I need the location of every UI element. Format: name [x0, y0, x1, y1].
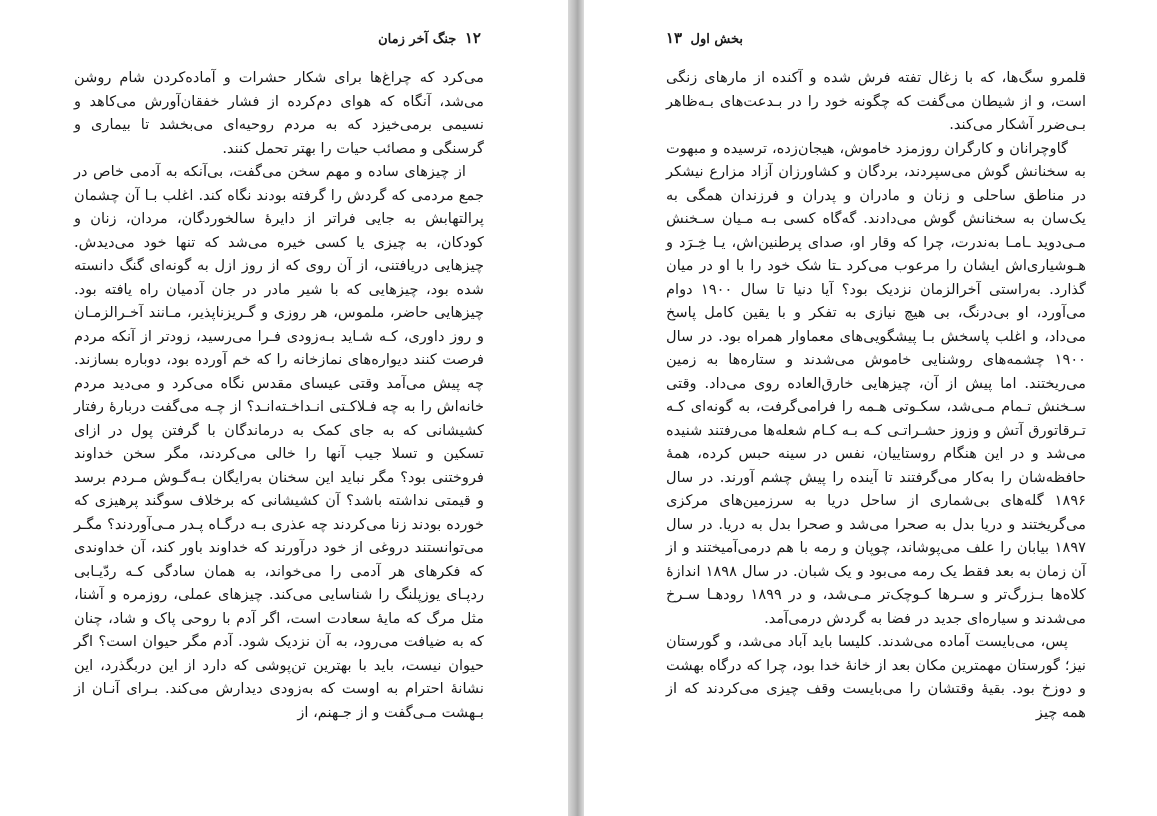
right-paragraph-1: قلمرو سگ‌ها، که با زغال تفته فرش شده و آکنده از مارهای زنگی است، و از شیطان می‌گفت که چگونه خود را در بـدعت‌های بـه‌ظاهر بـی‌ضرر آشکار می‌کند. [666, 69, 1086, 133]
left-paragraph-2: از چیزهای ساده و مهم سخن می‌گفت، بی‌آنکه به آدمی خاص در جمع مردمی که گردش را گرفته بودند نگاه کند. اغلب بـا آن چشمان پرالتهابش به جایی فراتر از دایرهٔ سالخوردگان، مردان، زنان و کودکان، به چیزی یا کسی خیره می‌شد که تنها خود می‌دیدش. چیزهایی دریافتنی، از آن روی که از روز ازل به گونه‌ای گنگ دانسته شده بود، چیزهایی که با شیر مادر در جان آدمیان راه یافته بود. چیزهایی حاضر، ملموس، هر روزی و گـریزناپذیر، مـانند آخـرالزمـان و روز داوری، کـه شـاید بـه‌زودی فـرا می‌رسید، زودتر از آنکه مردم فرصت کنند دیواره‌های نمازخانه را که خم آورده بود، دوباره بسازند. چه پیش می‌آمد وقتی عیسای مقدس نگاه می‌کرد و می‌دید مردم خانه‌اش را به چه فـلاکـتی انـداخـته‌انـد؟ از چـه می‌گفت دربارهٔ رفتار کشیشانی که به جای کمک به درماندگان با گرفتن پول در ازای تسکین و تسلا جیب آنها را خالی می‌کردند، مگر سخن خداوند فروختنی بود؟ مگر نباید این سخنان به‌رایگان بـه‌گـوش مـردم برسد و قیمتی نداشته باشد؟ آن کشیشانی که برخلاف سوگند پرهیزی که خورده بودند زنا می‌کردند چه عذری بـه درگـاه پـدر مـی‌آوردند؟ مگـر می‌توانستند دروغی از خود درآورند که خداوند باور کند، آن خداوندی که فکرهای هر آدمی را می‌خواند، به همان سادگی کـه ردّیـابی ردپـای یوزپلنگ را شناسایی می‌کند. چیزهای عملی، روزمره و آشنا، مثل مرگ که مایهٔ سعادت است، اگر آدم با روحی پاک و شاد، چنان که به ضیافت می‌رود، به آن نزدیک شود. آدم مگر حیوان است؟ اگر حیوان نیست، باید با بهترین تن‌پوشی که دارد از این دربگذرد، این نشانهٔ احترام به اوست که به‌زودی دیدارش می‌کند. بـرای آنـان از بـهشت مـی‌گفت و از جـهنم، از [74, 163, 484, 721]
right-page-number: ۱۳ [665, 29, 683, 47]
right-paragraph-3: پس، می‌بایست آماده می‌شدند. کلیسا باید آباد می‌شد، و گورستان نیز؛ گورستان مهمترین مکان بعد از خانهٔ خدا بود، چرا که درگاه بهشت و دوزخ بود. بقیهٔ وقتشان را می‌بایست وقف چیزی می‌کردند که از همه چیز [666, 633, 1086, 721]
right-page [584, 0, 1157, 816]
right-running-title: بخش اول [690, 32, 743, 47]
left-paragraph-1: می‌کرد که چراغ‌ها برای شکار حشرات و آماده‌کردن شام روشن می‌شد، آنگاه که هوای دم‌کرده از فشار خفقان‌آورش می‌کاهد و نسیمی برمی‌خیزد که به مردم روحیه‌ای می‌بخشد تا بیماری و گرسنگی و مصائب حیات را بهتر تحمل کنند. [74, 69, 484, 157]
left-running-title: جنگ آخر زمان [378, 32, 457, 47]
left-page-header [378, 27, 485, 49]
left-page [0, 0, 568, 816]
left-page-number: ۱۲ [464, 29, 481, 47]
right-paragraph-2: گاوچرانان و کارگران روزمزد خاموش، هیجان‌زده، ترسیده و مبهوت به سخنانش گوش می‌سپردند، بردگان و کشاورزان آزاد مزارع نیشکر در مناطق ساحلی و زنان و مادران و پدران و فرزندان همگی به یک‌سان به سخنانش گوش می‌دادند. گه‌گاه کسی بـه مـیان سـخنش مـی‌دوید ـامـا به‌ندرت، چرا که وقار او، صدای پرطنین‌اش، یـا خِـرَد و هـوشیاری‌اش ایشان را مرعوب می‌کرد ـتا شک خود را با او در میان گذارد. به‌راستی آخرالزمان نزدیک بود؟ آیا دنیا تا سال ۱۹۰۰ دوام می‌آورد، او بی‌درنگ، بی هیچ نیازی به تفکر و با یقین کامل پاسخ می‌داد، و اغلب پاسخش بـا پیشگویی‌های معماوار همراه بود. در سال ۱۹۰۰ چشمه‌های روشنایی خاموش می‌شدند و ستاره‌ها به زمین می‌ریختند. اما پیش از آن، چیزهایی خارق‌العاده روی می‌داد. وقتی سـخنش تـمام مـی‌شد، سکـوتی هـمه را فرامی‌گرفت، به گونه‌ای کـه تـرقاتورق آتش و وزوز حشـراتـی کـه بـه کـام شعله‌ها می‌رفتند شنیده می‌شد و در این هنگام روستاییان، نفس در سینه حبس کرده، همهٔ حافظه‌شان را به‌کار می‌گرفتند تا آینده را پیش چشم آورند. در سال ۱۸۹۶ گله‌های بی‌شماری از ساحل دریا به سرزمین‌های مرکزی می‌گریختند و دریا بدل به صحرا می‌شد و صحرا بدل به دریا. در سال ۱۸۹۷ بیابان را علف می‌پوشاند، چوپان و رمه با هم درمی‌آمیختند و از آن زمان به بعد فقط یک رمه می‌بود و یک شبان. در سال ۱۸۹۸ اندازهٔ کلاه‌ها بـزرگ‌تر و سـرها کـوچک‌تر مـی‌شد، و در ۱۸۹۹ رودهـا سـرخ می‌شدند و سیاره‌ای جدید در فضا به گردش درمی‌آمد. [666, 139, 1087, 627]
right-page-body [666, 66, 1086, 724]
left-page-body [74, 66, 484, 724]
right-page-header [662, 27, 743, 49]
book-gutter [568, 0, 584, 816]
